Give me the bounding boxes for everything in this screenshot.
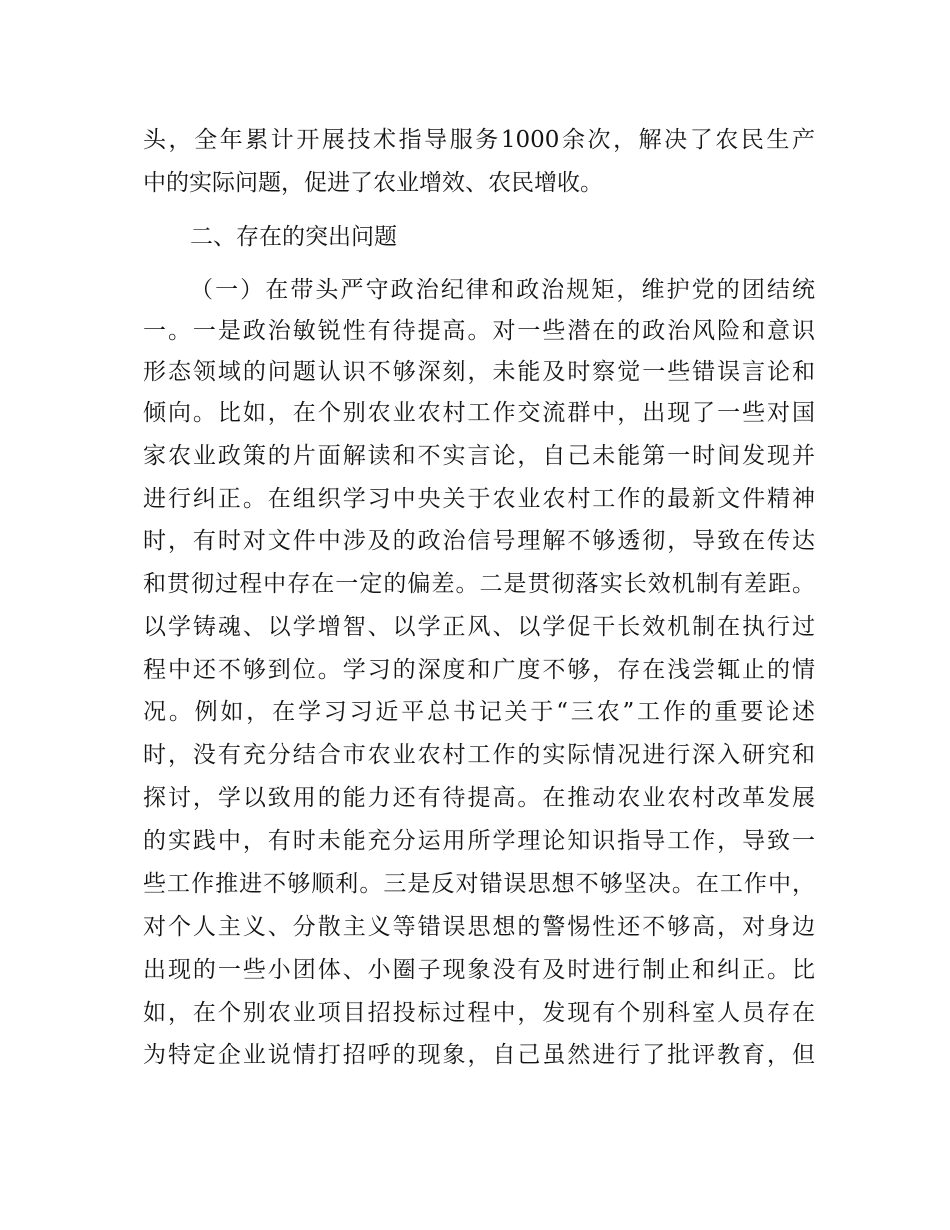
- text-line: 倾向。比如，在个别农业农村工作交流群中，出现了一些对国: [143, 400, 815, 426]
- text-line: 出现的一些小团体、小圈子现象没有及时进行制止和纠正。比: [143, 957, 815, 983]
- text-line: 为特定企业说情打招呼的现象，自己虽然进行了批评教育，但: [143, 1042, 815, 1068]
- text-line: 以学铸魂、以学增智、以学正风、以学促干长效机制在执行过: [143, 614, 815, 640]
- text-line: 进行纠正。在组织学习中央关于农业农村工作的最新文件精神: [143, 486, 815, 512]
- text-line: 些工作推进不够顺利。三是反对错误思想不够坚决。在工作中，: [143, 871, 815, 897]
- text-line: 和贯彻过程中存在一定的偏差。二是贯彻落实长效机制有差距。: [143, 571, 815, 597]
- text-line: 程中还不够到位。学习的深度和广度不够，存在浅尝辄止的情: [143, 657, 815, 683]
- text-line: 的实践中，有时未能充分运用所学理论知识指导工作，导致一: [143, 828, 815, 854]
- text-line: 对个人主义、分散主义等错误思想的警惕性还不够高，对身边: [143, 914, 815, 940]
- text-line: 家农业政策的片面解读和不实言论，自己未能第一时间发现并: [143, 443, 815, 469]
- text-line: 中的实际问题，促进了农业增效、农民增收。: [143, 170, 603, 196]
- section-heading: 二、存在的突出问题: [190, 224, 397, 250]
- text-line: 探讨，学以致用的能力还有待提高。在推动农业农村改革发展: [143, 785, 815, 811]
- text-line: 头，全年累计开展技术指导服务1000余次，解决了农民生产: [143, 127, 815, 153]
- subsection-heading: （一）在带头严守政治纪律和政治规矩，维护党的团结统: [190, 277, 815, 303]
- text-line: 时，有时对文件中涉及的政治信号理解不够透彻，导致在传达: [143, 528, 815, 554]
- text-line: 一。一是政治敏锐性有待提高。对一些潜在的政治风险和意识: [143, 318, 815, 344]
- text-line: 况。例如，在学习习近平总书记关于“三农”工作的重要论述: [143, 699, 815, 725]
- text-line: 如，在个别农业项目招投标过程中，发现有个别科室人员存在: [143, 1000, 815, 1026]
- text-line: 时，没有充分结合市农业农村工作的实际情况进行深入研究和: [143, 742, 815, 768]
- text-line: 形态领域的问题认识不够深刻，未能及时察觉一些错误言论和: [143, 359, 815, 385]
